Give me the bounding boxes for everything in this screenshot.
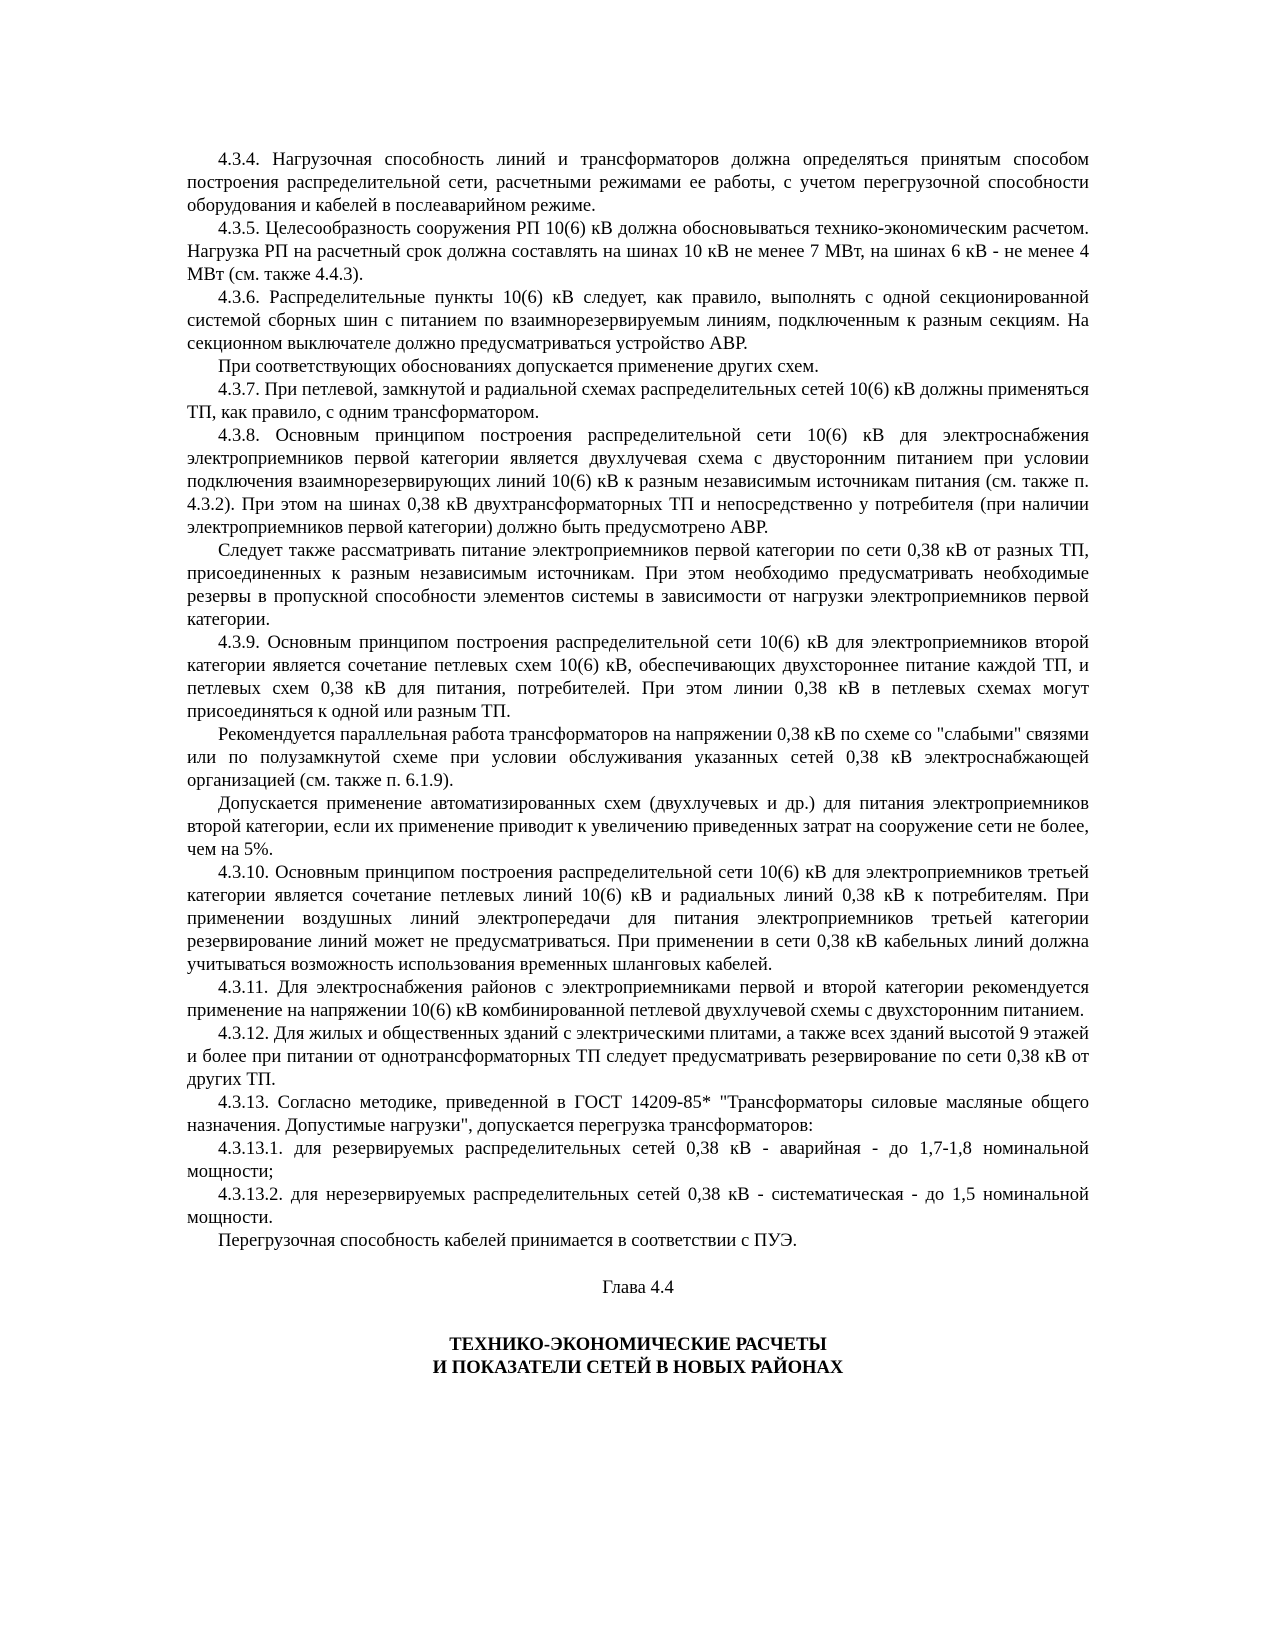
paragraph-4-3-8: 4.3.8. Основным принципом построения распределительной сети 10(6) кВ для электроснабжения электроприемников первой категории является двухлучевая схема с двусторонним питанием при условии подключения взаимнорезервирующих линий 10(6) кВ к разным независимым источникам питания (см. также п. 4.3.2). При этом на шинах 0,38 кВ двухтрансформаторных ТП и непосредственно у потребителя (при наличии электроприемников первой категории) должно быть предусмотрено АВР.	[187, 425, 1089, 538]
paragraph-4-3-11: 4.3.11. Для электроснабжения районов с электроприемниками первой и второй категории рекомендуется применение на напряжении 10(6) кВ комбинированной петлевой двухлучевой схемы с двухсторонним питанием.	[187, 977, 1089, 1021]
paragraph-4-3-7: 4.3.7. При петлевой, замкнутой и радиальной схемах распределительных сетей 10(6) кВ должны применяться ТП, как правило, с одним трансформатором.	[187, 379, 1089, 423]
paragraph-4-3-13: 4.3.13. Согласно методике, приведенной в ГОСТ 14209-85* "Трансформаторы силовые масляные общего назначения. Допустимые нагрузки", допускается перегрузка трансформаторов:	[187, 1092, 1089, 1136]
chapter-label: Глава 4.4	[602, 1277, 674, 1298]
paragraph-first-category-supply: Следует также рассматривать питание электроприемников первой категории по сети 0,38 кВ от разных ТП, присоединенных к разным независимым источникам. При этом необходимо предусматривать необходимые резервы в пропускной способности элементов системы в зависимости от нагрузки электроприемников первой категории.	[187, 540, 1089, 630]
paragraph-4-3-13-1: 4.3.13.1. для резервируемых распределительных сетей 0,38 кВ - аварийная - до 1,7-1,8 номинальной мощности;	[187, 1138, 1089, 1182]
section-heading-line-1: ТЕХНИКО-ЭКОНОМИЧЕСКИЕ РАСЧЕТЫ	[449, 1334, 827, 1355]
paragraph-4-3-12: 4.3.12. Для жилых и общественных зданий с электрическими плитами, а также всех зданий высотой 9 этажей и более при питании от однотрансформаторных ТП следует предусматривать резервирование по сети 0,38 кВ от других ТП.	[187, 1023, 1089, 1090]
paragraph-parallel-operation: Рекомендуется параллельная работа трансформаторов на напряжении 0,38 кВ по схеме со "слабыми" связями или по полузамкнутой схеме при условии обслуживания указанных сетей 0,38 кВ электроснабжающей организацией (см. также п. 6.1.9).	[187, 724, 1089, 791]
paragraph-other-schemes: При соответствующих обоснованиях допускается применение других схем.	[218, 356, 819, 377]
section-heading	[187, 1333, 1089, 1379]
paragraph-4-3-4: 4.3.4. Нагрузочная способность линий и трансформаторов должна определяться принятым способом построения распределительной сети, расчетными режимами ее работы, с учетом перегрузочной способности оборудования и кабелей в послеаварийном режиме.	[187, 149, 1089, 216]
section-heading-line-2: И ПОКАЗАТЕЛИ СЕТЕЙ В НОВЫХ РАЙОНАХ	[432, 1357, 844, 1378]
paragraph-cable-overload: Перегрузочная способность кабелей принимается в соответствии с ПУЭ.	[218, 1230, 798, 1251]
paragraph-automated-schemes: Допускается применение автоматизированных схем (двухлучевых и др.) для питания электроприемников второй категории, если их применение приводит к увеличению приведенных затрат на сооружение сети не более, чем на 5%.	[187, 793, 1089, 860]
paragraph-4-3-6: 4.3.6. Распределительные пункты 10(6) кВ следует, как правило, выполнять с одной секционированной системой сборных шин с питанием по взаимнорезервируемым линиям, подключенным к разным секциям. На секционном выключателе должно предусматриваться устройство АВР.	[187, 287, 1089, 354]
paragraph-4-3-9: 4.3.9. Основным принципом построения распределительной сети 10(6) кВ для электроприемников второй категории является сочетание петлевых схем 10(6) кВ, обеспечивающих двухстороннее питание каждой ТП, и петлевых схем 0,38 кВ для питания, потребителей. При этом линии 0,38 кВ в петлевых схемах могут присоединяться к одной или разным ТП.	[187, 632, 1089, 722]
paragraph-4-3-5: 4.3.5. Целесообразность сооружения РП 10(6) кВ должна обосновываться технико-экономическим расчетом. Нагрузка РП на расчетный срок должна составлять на шинах 10 кВ не менее 7 МВт, на шинах 6 кВ - не менее 4 МВт (см. также 4.4.3).	[187, 218, 1089, 285]
paragraph-4-3-10: 4.3.10. Основным принципом построения распределительной сети 10(6) кВ для электроприемников третьей категории является сочетание петлевых линий 10(6) кВ и радиальных линий 0,38 кВ к потребителям. При применении воздушных линий электропередачи для питания электроприемников третьей категории резервирование линий может не предусматриваться. При применении в сети 0,38 кВ кабельных линий должна учитываться возможность использования временных шланговых кабелей.	[187, 862, 1089, 975]
document-page	[187, 148, 1089, 1379]
paragraph-4-3-13-2: 4.3.13.2. для нерезервируемых распределительных сетей 0,38 кВ - систематическая - до 1,5 номинальной мощности.	[187, 1184, 1089, 1228]
